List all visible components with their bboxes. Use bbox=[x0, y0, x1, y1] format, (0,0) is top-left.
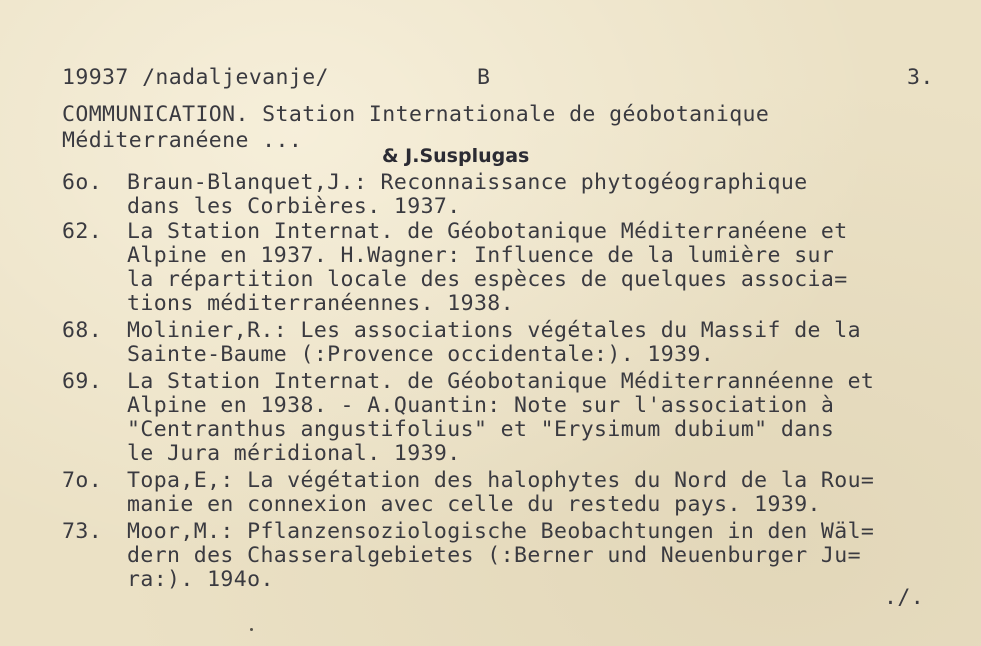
entry-number: 68. bbox=[62, 318, 103, 343]
entry-number: 62. bbox=[62, 219, 103, 244]
entry-line: Sainte-Baume (:Provence occidentale:). 1939. bbox=[127, 342, 715, 367]
title-line-2: Méditerranéene ... bbox=[62, 128, 303, 153]
continuation-mark: ./. bbox=[884, 585, 925, 610]
section-letter: B bbox=[477, 65, 491, 90]
handwritten-note: & J.Susplugas bbox=[382, 145, 530, 167]
entry-line: dans les Corbières. 1937. bbox=[127, 194, 461, 219]
entry-line: tions méditerranéennes. 1938. bbox=[127, 291, 514, 316]
title-line-1: COMMUNICATION. Station Internationale de géobotanique bbox=[62, 102, 770, 127]
entry-line: "Centranthus angustifolius" et "Erysimum dubium" dans bbox=[127, 417, 835, 442]
entry-line: la répartition locale des espèces de quelques associa= bbox=[127, 267, 848, 292]
entry-line: manie en connexion avec celle du restedu pays. 1939. bbox=[127, 492, 821, 517]
entry-line: Braun-Blanquet,J.: Reconnaissance phytogéographique bbox=[127, 170, 808, 195]
paper-speck bbox=[250, 628, 253, 631]
entry-line: La Station Internat. de Géobotanique Méditerrannéenne et bbox=[127, 369, 875, 394]
entry-number: 69. bbox=[62, 369, 103, 394]
record-number: 19937 /nadaljevanje/ bbox=[62, 65, 329, 90]
entry-line: Alpine en 1937. H.Wagner: Influence de la lumière sur bbox=[127, 243, 835, 268]
entry-number: 7o. bbox=[62, 468, 103, 493]
entry-line: dern des Chasseralgebietes (:Berner und Neuenburger Ju= bbox=[127, 543, 861, 568]
entry-line: Molinier,R.: Les associations végétales du Massif de la bbox=[127, 318, 861, 343]
entry-line: ra:). 194o. bbox=[127, 567, 274, 592]
entry-line: La Station Internat. de Géobotanique Méditerranéene et bbox=[127, 219, 848, 244]
entry-line: le Jura méridional. 1939. bbox=[127, 441, 461, 466]
entry-line: Topa,E,: La végétation des halophytes du Nord de la Rou= bbox=[127, 468, 875, 493]
entry-number: 73. bbox=[62, 519, 103, 544]
entry-number: 6o. bbox=[62, 170, 103, 195]
entry-line: Moor,M.: Pflanzensoziologische Beobachtungen in den Wäl= bbox=[127, 519, 875, 544]
page-number: 3. bbox=[907, 65, 934, 90]
entry-line: Alpine en 1938. - A.Quantin: Note sur l'association à bbox=[127, 393, 835, 418]
